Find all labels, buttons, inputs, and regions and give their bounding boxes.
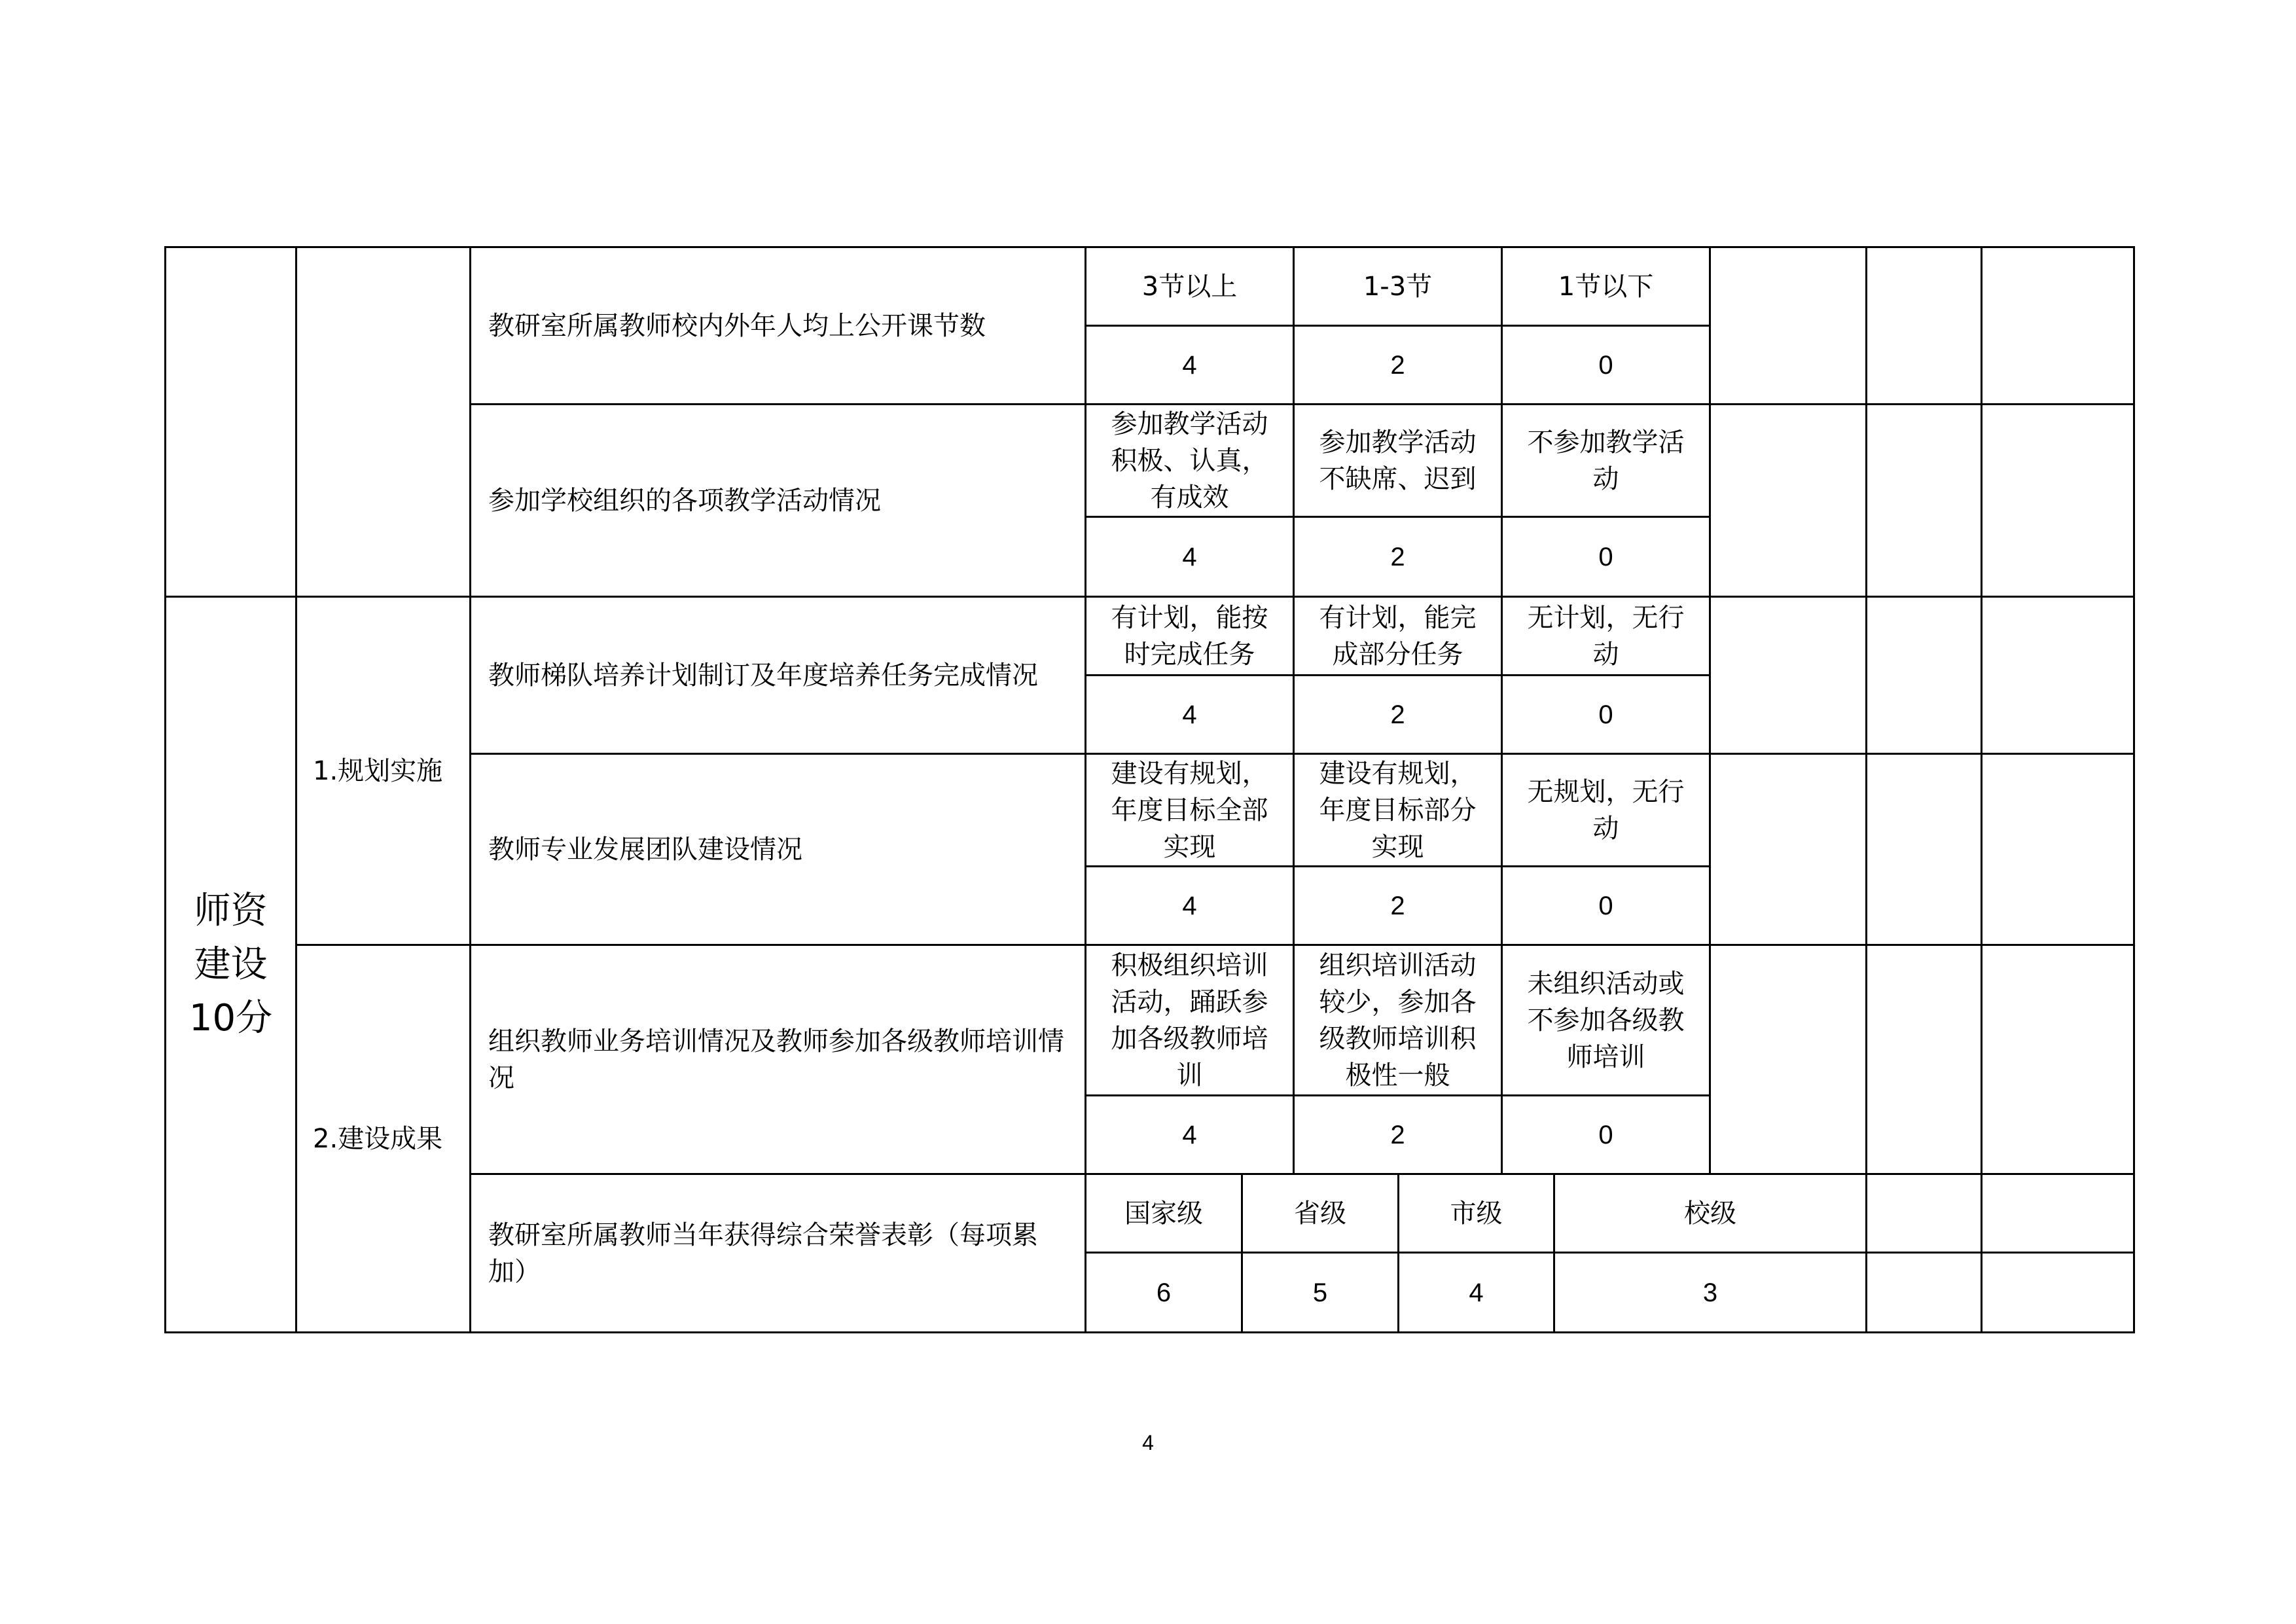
- option-label: 无规划，无行动: [1502, 754, 1710, 867]
- item-public-lessons: 教研室所属教师校内外年人均上公开课节数: [471, 247, 1086, 405]
- subcategory-planning: 1.规划实施: [296, 597, 471, 945]
- blank-score-cell: [1982, 945, 2134, 1174]
- table-row: [166, 597, 2134, 676]
- blank-score-cell: [1982, 405, 2134, 597]
- option-label: 建设有规划，年度目标部分实现: [1294, 754, 1502, 867]
- blank-score-cell: [1710, 597, 1867, 754]
- option-label: 有计划，能按时完成任务: [1086, 597, 1294, 676]
- item-echelon-training: 教师梯队培养计划制订及年度培养任务完成情况: [471, 597, 1086, 754]
- score-value: 2: [1294, 867, 1502, 945]
- blank-score-cell: [1982, 247, 2134, 405]
- category-faculty-building: 师资建设10分: [166, 597, 296, 1333]
- option-label: 建设有规划，年度目标全部实现: [1086, 754, 1294, 867]
- option-label: 1节以下: [1502, 247, 1710, 326]
- score-value: 2: [1294, 326, 1502, 405]
- score-value: 4: [1399, 1253, 1554, 1333]
- option-label: 参加教学活动不缺席、迟到: [1294, 405, 1502, 517]
- blank-score-cell: [1867, 1174, 1982, 1253]
- level-label: 市级: [1399, 1174, 1554, 1253]
- blank-score-cell: [1710, 405, 1867, 597]
- level-label: 校级: [1554, 1174, 1867, 1253]
- score-value: 4: [1086, 326, 1294, 405]
- option-label: 无计划，无行动: [1502, 597, 1710, 676]
- blank-score-cell: [1867, 405, 1982, 597]
- score-value: 4: [1086, 517, 1294, 597]
- option-label: 有计划，能完成部分任务: [1294, 597, 1502, 676]
- score-value: 4: [1086, 1096, 1294, 1174]
- score-value: 0: [1502, 517, 1710, 597]
- evaluation-table: [164, 246, 2135, 1333]
- blank-score-cell: [1982, 1253, 2134, 1333]
- blank-score-cell: [1867, 597, 1982, 754]
- score-value: 0: [1502, 676, 1710, 754]
- score-value: 0: [1502, 867, 1710, 945]
- blank-score-cell: [1982, 597, 2134, 754]
- option-label: 参加教学活动积极、认真，有成效: [1086, 405, 1294, 517]
- score-value: 0: [1502, 1096, 1710, 1174]
- item-honors: 教研室所属教师当年获得综合荣誉表彰（每项累加）: [471, 1174, 1086, 1333]
- table-row: [166, 945, 2134, 1096]
- level-label: 省级: [1242, 1174, 1399, 1253]
- option-label: 1-3节: [1294, 247, 1502, 326]
- blank-score-cell: [1982, 1174, 2134, 1253]
- blank-score-cell: [1710, 247, 1867, 405]
- score-value: 2: [1294, 1096, 1502, 1174]
- item-development-team: 教师专业发展团队建设情况: [471, 754, 1086, 945]
- score-value: 0: [1502, 326, 1710, 405]
- item-teacher-training: 组织教师业务培训情况及教师参加各级教师培训情况: [471, 945, 1086, 1174]
- option-label: 3节以上: [1086, 247, 1294, 326]
- blank-score-cell: [1867, 1253, 1982, 1333]
- blank-score-cell: [1867, 754, 1982, 945]
- blank-score-cell: [1982, 754, 2134, 945]
- option-label: 组织培训活动较少，参加各级教师培训积极性一般: [1294, 945, 1502, 1096]
- page-number: 4: [1142, 1431, 1154, 1454]
- score-value: 3: [1554, 1253, 1867, 1333]
- score-value: 6: [1086, 1253, 1242, 1333]
- score-value: 2: [1294, 676, 1502, 754]
- blank-score-cell: [1710, 754, 1867, 945]
- item-teaching-activities: 参加学校组织的各项教学活动情况: [471, 405, 1086, 597]
- option-label: 积极组织培训活动，踊跃参加各级教师培训: [1086, 945, 1294, 1096]
- option-label: 未组织活动或不参加各级教师培训: [1502, 945, 1710, 1096]
- score-value: 2: [1294, 517, 1502, 597]
- level-label: 国家级: [1086, 1174, 1242, 1253]
- blank-score-cell: [1867, 945, 1982, 1174]
- score-value: 4: [1086, 676, 1294, 754]
- subcategory-results: 2.建设成果: [296, 945, 471, 1333]
- score-value: 5: [1242, 1253, 1399, 1333]
- subcategory-cell-prev: [296, 247, 471, 597]
- option-label: 不参加教学活动: [1502, 405, 1710, 517]
- blank-score-cell: [1710, 945, 1867, 1174]
- category-cell-prev: [166, 247, 296, 597]
- blank-score-cell: [1867, 247, 1982, 405]
- score-value: 4: [1086, 867, 1294, 945]
- table-row: [166, 247, 2134, 326]
